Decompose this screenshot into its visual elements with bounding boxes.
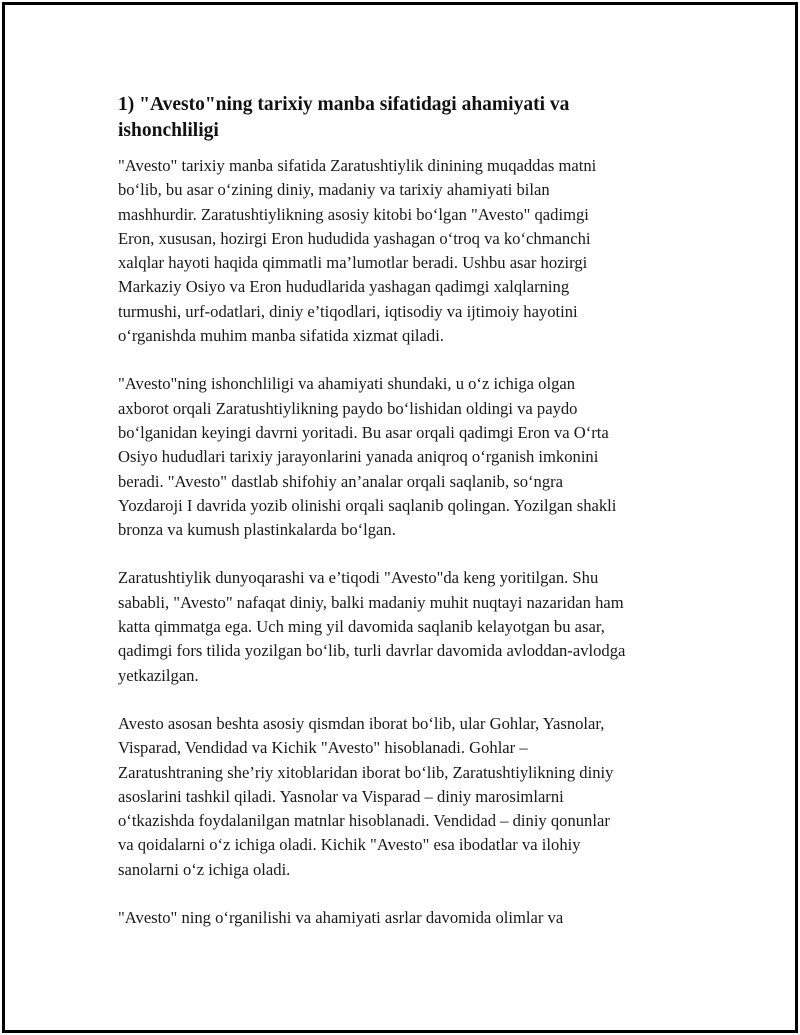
paragraph-line: va qoidalarni o‘z ichiga oladi. Kichik "Avesto" esa ibodatlar va ilohiy	[118, 835, 581, 855]
paragraph-line: Zaratushtiylik dunyoqarashi va e’tiqodi "Avesto"da keng yoritilgan. Shu	[118, 568, 599, 588]
paragraph-line: bronza va kumush plastinkalarda bo‘lgan.	[118, 520, 396, 540]
paragraph-line: katta qimmatga ega. Uch ming yil davomida saqlanib kelayotgan bu asar,	[118, 617, 605, 637]
paragraph-line: "Avesto" ning o‘rganilishi va ahamiyati asrlar davomida olimlar va	[118, 908, 564, 928]
paragraph-line: Yozdaroji I davrida yozib olinishi orqali saqlanib qolingan. Yozilgan shakli	[118, 495, 617, 515]
paragraph-line: "Avesto" tarixiy manba sifatida Zaratushtiylik dinining muqaddas matni	[118, 156, 597, 175]
paragraph-line: sanolarni o‘z ichiga oladi.	[118, 859, 291, 879]
paragraph-5	[118, 906, 678, 930]
paragraph-line: turmushi, urf-odatlari, diniy e’tiqodlari, iqtisodiy va ijtimoiy hayotini	[118, 301, 578, 321]
paragraph-line: yetkazilgan.	[118, 665, 199, 685]
paragraph-line: Zaratushtraning she’riy xitoblaridan iborat bo‘lib, Zaratushtiylikning diniy	[118, 762, 614, 782]
paragraph-line: xalqlar hayoti haqida qimmatli ma’lumotlar beradi. Ushbu asar hozirgi	[118, 253, 588, 273]
paragraph-line: axborot orqali Zaratushtiylikning paydo bo‘lishidan oldingi va paydo	[118, 398, 578, 418]
paragraph-line: bo‘lib, bu asar o‘zining diniy, madaniy va tarixiy ahamiyati bilan	[118, 180, 550, 200]
document-body	[118, 92, 678, 954]
paragraph-3	[118, 566, 678, 687]
paragraph-line: beradi. "Avesto" dastlab shifohiy an’analar orqali saqlanib, so‘ngra	[118, 471, 564, 491]
paragraph-line: qadimgi fors tilida yozilgan bo‘lib, turli davrlar davomida avloddan-avlodga	[118, 641, 626, 661]
paragraph-line: Avesto asosan beshta asosiy qismdan iborat bo‘lib, ular Gohlar, Yasnolar,	[118, 713, 605, 733]
paragraph-2	[118, 372, 678, 542]
paragraph-line: o‘rganishda muhim manba sifatida xizmat qiladi.	[118, 326, 444, 346]
document-title	[118, 92, 678, 144]
paragraph-line: Eron, xususan, hozirgi Eron hududida yashagan o‘troq va ko‘chmanchi	[118, 228, 591, 248]
paragraph-line: Osiyo hududlari tarixiy jarayonlarini yanada aniqroq o‘rganish imkonini	[118, 447, 599, 467]
title-line: 1) "Avesto"ning tarixiy manba sifatidagi ahamiyati va	[118, 94, 570, 115]
paragraph-line: Visparad, Vendidad va Kichik "Avesto" hisoblanadi. Gohlar –	[118, 738, 528, 758]
paragraph-line: mashhurdir. Zaratushtiylikning asosiy kitobi bo‘lgan "Avesto" qadimgi	[118, 204, 589, 224]
paragraph-line: asoslarini tashkil qiladi. Yasnolar va Visparad – diniy marosimlarni	[118, 786, 564, 806]
paragraph-line: bo‘lganidan keyingi davrni yoritadi. Bu asar orqali qadimgi Eron va O‘rta	[118, 422, 609, 442]
paragraph-line: Markaziy Osiyo va Eron hududlarida yashagan qadimgi xalqlarning	[118, 277, 570, 297]
title-line: ishonchliligi	[118, 120, 219, 141]
paragraph-line: sababli, "Avesto" nafaqat diniy, balki madaniy muhit nuqtayi nazaridan ham	[118, 592, 624, 612]
paragraph-line: "Avesto"ning ishonchliligi va ahamiyati shundaki, u o‘z ichiga olgan	[118, 374, 576, 394]
paragraph-1	[118, 154, 678, 348]
paragraph-4	[118, 712, 678, 882]
paragraph-line: o‘tkazishda foydalanilgan matnlar hisoblanadi. Vendidad – diniy qonunlar	[118, 811, 610, 831]
